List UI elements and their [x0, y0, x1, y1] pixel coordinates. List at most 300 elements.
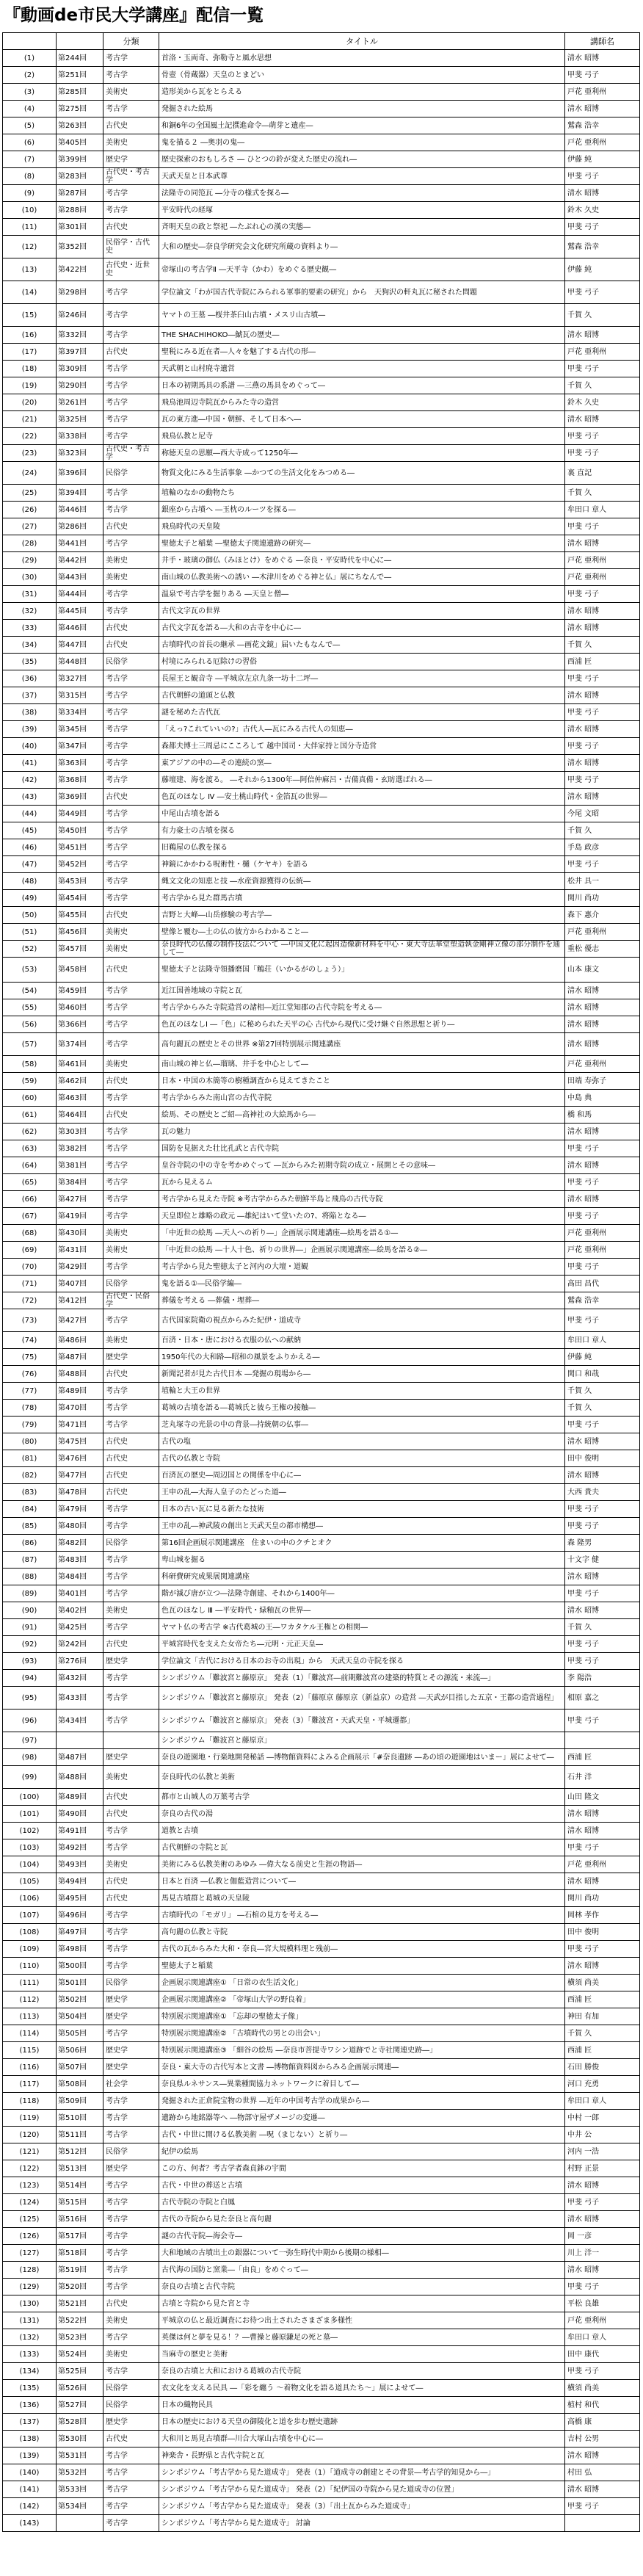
row-code: 第453回 — [57, 873, 103, 890]
row-lecturer: 清水 昭博 — [565, 2262, 640, 2279]
row-category: 美術史 — [103, 134, 159, 151]
row-category: 考古学 — [103, 806, 159, 822]
row-number: (5) — [3, 117, 57, 134]
table-row — [3, 552, 640, 569]
row-title: 大和の歴史―奈良学研究会文化研究所蔵の資料より― — [159, 236, 565, 258]
row-lecturer: 清水 昭博 — [565, 1157, 640, 1174]
row-category: 考古学 — [103, 428, 159, 445]
table-row — [3, 603, 640, 620]
table-row — [3, 2042, 640, 2059]
row-code: 第519回 — [57, 2262, 103, 2279]
row-lecturer: 山田 隆文 — [565, 1789, 640, 1806]
table-row — [3, 1991, 640, 2008]
row-title: 高句麗瓦の歴史とその世界 ※第27回特別展示関連講座 — [159, 1033, 565, 1056]
row-number: (23) — [3, 445, 57, 462]
row-code: 第488回 — [57, 1366, 103, 1383]
row-category: 民俗学 — [103, 2380, 159, 2397]
table-row — [3, 1636, 640, 1653]
row-title: 特別展示関連講座② 「古墳時代の男との出会い」 — [159, 2025, 565, 2042]
row-category: 考古学 — [103, 1140, 159, 1157]
row-code: 第475回 — [57, 1433, 103, 1450]
row-code: 第368回 — [57, 772, 103, 789]
row-number: (97) — [3, 1732, 57, 1749]
row-code: 第397回 — [57, 344, 103, 361]
row-number: (76) — [3, 1366, 57, 1383]
row-category: 考古学 — [103, 2481, 159, 2498]
row-number: (93) — [3, 1653, 57, 1670]
row-code: 第508回 — [57, 2076, 103, 2093]
row-number: (35) — [3, 654, 57, 670]
row-code: 第490回 — [57, 1806, 103, 1823]
row-category: 考古学 — [103, 1518, 159, 1535]
row-category: 歴史学 — [103, 1349, 159, 1366]
row-code: 第455回 — [57, 907, 103, 924]
table-row — [3, 2363, 640, 2380]
row-title: 科研費研究成果展関連講座 — [159, 1569, 565, 1585]
row-title: 芝丸塚寺の光景の中の背景―持統朝の仏事― — [159, 1417, 565, 1433]
table-row — [3, 941, 640, 958]
row-code: 第522回 — [57, 2312, 103, 2329]
row-category: 民俗学 — [103, 462, 159, 485]
row-lecturer — [565, 1732, 640, 1749]
row-code: 第476回 — [57, 1450, 103, 1467]
row-number: (68) — [3, 1225, 57, 1242]
table-row — [3, 50, 640, 67]
row-title: 歴史探索のおもしろさ ― ひとつの鈴が変えた歴史の流れ― — [159, 151, 565, 168]
row-category: 古代史・考古学 — [103, 168, 159, 185]
table-row — [3, 2008, 640, 2025]
row-title: 奈良の古墳と大和における葛城の古代寺院 — [159, 2363, 565, 2380]
row-code — [57, 1732, 103, 1749]
row-code: 第487回 — [57, 1349, 103, 1366]
row-lecturer: 千賀 久 — [565, 822, 640, 839]
row-category: 美術史 — [103, 2346, 159, 2363]
table-row — [3, 445, 640, 462]
row-category: 古代史 — [103, 1873, 159, 1890]
row-lecturer: 甲斐 弓子 — [565, 586, 640, 603]
row-title: 奈良の古代の湯 — [159, 1806, 565, 1823]
row-category: 考古学 — [103, 670, 159, 687]
row-lecturer: 十文字 健 — [565, 1552, 640, 1569]
table-row — [3, 999, 640, 1016]
row-category: 古代史 — [103, 518, 159, 535]
row-lecturer: 甲斐 弓子 — [565, 1941, 640, 1958]
row-lecturer: 千賀 久 — [565, 304, 640, 327]
table-row — [3, 1687, 640, 1710]
row-title: 日本の初期馬具の系譜 ―三燕の馬具をめぐって― — [159, 377, 565, 394]
row-lecturer: 甲斐 弓子 — [565, 518, 640, 535]
row-code: 第517回 — [57, 2228, 103, 2245]
row-category: 歴史学 — [103, 2059, 159, 2076]
row-code: 第498回 — [57, 1941, 103, 1958]
row-code: 第427回 — [57, 1191, 103, 1208]
row-lecturer: 戸花 亜利州 — [565, 1856, 640, 1873]
table-row — [3, 721, 640, 738]
row-code: 第275回 — [57, 101, 103, 117]
row-category: 考古学 — [103, 2515, 159, 2532]
row-code: 第534回 — [57, 2498, 103, 2515]
row-category: 美術史 — [103, 941, 159, 958]
row-code: 第446回 — [57, 620, 103, 637]
header-lecturer: 講師名 — [565, 33, 640, 50]
table-row — [3, 2498, 640, 2515]
table-row — [3, 924, 640, 941]
row-number: (24) — [3, 462, 57, 485]
row-title: 学位論文「古代における日本のお寺の出現」から 天武天皇の寺院を探る — [159, 1653, 565, 1670]
row-category: 考古学 — [103, 2245, 159, 2262]
row-title: 藤壇建、海を渡る。 ―それから1300年―阿倍仲麻呂・吉備真備・玄昉選ばれる― — [159, 772, 565, 789]
row-number: (123) — [3, 2177, 57, 2194]
row-number: (44) — [3, 806, 57, 822]
row-lecturer: 岡 一彦 — [565, 2228, 640, 2245]
row-code: 第492回 — [57, 1839, 103, 1856]
table-row — [3, 2110, 640, 2127]
row-category: 古代史 — [103, 1467, 159, 1484]
row-code: 第458回 — [57, 958, 103, 983]
row-title: 奈良の古墳と古代寺院 — [159, 2279, 565, 2295]
row-title: 百済瓦の歴史―周辺国との関係を中心に― — [159, 1467, 565, 1484]
row-lecturer: 河内 一浩 — [565, 2143, 640, 2160]
row-lecturer: 甲斐 弓子 — [565, 1710, 640, 1732]
row-code: 第374回 — [57, 1033, 103, 1056]
row-category: 古代史 — [103, 620, 159, 637]
table-row — [3, 2177, 640, 2194]
row-lecturer: 西浦 匠 — [565, 1991, 640, 2008]
row-category: 考古学 — [103, 687, 159, 704]
row-title: 天皇即位と雄略の政元 ―雄紀はいて堂いたの?、将陥となる― — [159, 1208, 565, 1225]
table-row — [3, 411, 640, 428]
row-category: 考古学 — [103, 2110, 159, 2127]
row-category: 考古学 — [103, 603, 159, 620]
table-row — [3, 2329, 640, 2346]
row-category: 古代史 — [103, 2431, 159, 2447]
row-code: 第511回 — [57, 2127, 103, 2143]
row-lecturer: 相原 嘉之 — [565, 1687, 640, 1710]
table-row — [3, 1789, 640, 1806]
row-code: 第459回 — [57, 983, 103, 999]
row-code: 第527回 — [57, 2397, 103, 2414]
row-title: 聖徳太子と稲葉 ―聖徳太子関連遺跡の研究― — [159, 535, 565, 552]
table-row — [3, 1873, 640, 1890]
row-title: 奈良時代の仏教と美術 — [159, 1766, 565, 1789]
row-title: 遺跡から地銘器等へ ―物部守屋ザメージの変遷― — [159, 2110, 565, 2127]
row-code: 第531回 — [57, 2447, 103, 2464]
row-title: 第16回企画展示関連講座 住まいの中のクチとオク — [159, 1535, 565, 1552]
row-lecturer: 千賀 久 — [565, 2025, 640, 2042]
row-code: 第514回 — [57, 2177, 103, 2194]
row-number: (99) — [3, 1766, 57, 1789]
row-number: (60) — [3, 1090, 57, 1107]
row-title: 南山城の仏教美術への誘い ―木津川をめぐる神と仏」展にちなんで― — [159, 569, 565, 586]
row-lecturer: 甲斐 弓子 — [565, 1309, 640, 1332]
row-lecturer: 高橋 康 — [565, 2414, 640, 2431]
row-lecturer: 甲斐 弓子 — [565, 1653, 640, 1670]
row-title: 謎を秘めた古代瓦 — [159, 704, 565, 721]
table-row — [3, 789, 640, 806]
table-row — [3, 151, 640, 168]
page-title: 『動画de市民大学講座』配信一覧 — [4, 6, 264, 25]
row-code: 第366回 — [57, 1016, 103, 1033]
row-title: 卑山城を掘る — [159, 1552, 565, 1569]
row-code: 第251回 — [57, 67, 103, 84]
row-title: THE SHACHIHOKO―鯱瓦の歴史― — [159, 327, 565, 344]
row-category: 考古学 — [103, 1124, 159, 1140]
row-title: 考古学からみた南山宮の古代寺院 — [159, 1090, 565, 1107]
row-category: 考古学 — [103, 377, 159, 394]
row-number: (6) — [3, 134, 57, 151]
row-title: 古代の瓦からみた大和・奈良―宮大規模料理と残前― — [159, 1941, 565, 1958]
row-title: 瓦から見えるム — [159, 1174, 565, 1191]
row-category: 民俗学 — [103, 1975, 159, 1991]
row-category: 考古学 — [103, 2498, 159, 2515]
row-number: (34) — [3, 637, 57, 654]
row-number: (18) — [3, 361, 57, 377]
table-row — [3, 738, 640, 755]
row-number: (113) — [3, 2008, 57, 2025]
row-title: 「えっ?これていいの?」古代人―瓦にみる古代人の知恵― — [159, 721, 565, 738]
table-row — [3, 1653, 640, 1670]
row-lecturer: 清水 昭博 — [565, 1433, 640, 1450]
row-number: (132) — [3, 2329, 57, 2346]
row-code: 第482回 — [57, 1535, 103, 1552]
row-category: 考古学 — [103, 1259, 159, 1276]
row-number: (94) — [3, 1670, 57, 1687]
row-title: 埴輪のなかの動物たち — [159, 485, 565, 502]
row-code: 第524回 — [57, 2346, 103, 2363]
row-number: (135) — [3, 2380, 57, 2397]
row-title: シンポジウム「考古学から見た道成寺」 発表（1）「道成寺の創建とその背景―考古学的知見から―」 — [159, 2464, 565, 2481]
row-lecturer: 甲斐 弓子 — [565, 2498, 640, 2515]
table-row — [3, 2245, 640, 2262]
table-row — [3, 428, 640, 445]
table-row — [3, 344, 640, 361]
row-lecturer: 森 隆男 — [565, 1535, 640, 1552]
row-title: 古代文字瓦の世界 — [159, 603, 565, 620]
row-number: (103) — [3, 1839, 57, 1856]
row-title: 王申の乱―神武陵の創出と天武天皇の都市構想― — [159, 1518, 565, 1535]
table-row — [3, 1242, 640, 1259]
row-category: 古代史 — [103, 1484, 159, 1501]
row-lecturer: 牟田口 章人 — [565, 2093, 640, 2110]
row-lecturer: 甲斐 弓子 — [565, 1501, 640, 1518]
row-number: (129) — [3, 2279, 57, 2295]
row-code: 第489回 — [57, 1383, 103, 1400]
row-number: (95) — [3, 1687, 57, 1710]
table-row — [3, 2143, 640, 2160]
row-lecturer: 甲斐 弓子 — [565, 772, 640, 789]
row-code: 第334回 — [57, 704, 103, 721]
row-title: 壁像と覆む―土の仏の彼方からわかること― — [159, 924, 565, 941]
table-row — [3, 1309, 640, 1332]
row-number: (136) — [3, 2397, 57, 2414]
row-lecturer: 戸花 亜利州 — [565, 2312, 640, 2329]
row-title: 馬見古墳群と葛城の天皇陵 — [159, 1890, 565, 1907]
table-row — [3, 1552, 640, 1569]
row-title: 古代朝鮮の寺院と瓦 — [159, 1839, 565, 1856]
row-lecturer: 清水 昭博 — [565, 755, 640, 772]
row-code: 第433回 — [57, 1687, 103, 1710]
row-category: 古代史 — [103, 1366, 159, 1383]
row-category: 古代史 — [103, 958, 159, 983]
row-category: 考古学 — [103, 2025, 159, 2042]
table-row — [3, 958, 640, 983]
row-category: 考古学 — [103, 2093, 159, 2110]
row-category: 歴史学 — [103, 2414, 159, 2431]
row-title: 造形美から瓦をとらえる — [159, 84, 565, 101]
row-code — [57, 2515, 103, 2532]
row-code: 第443回 — [57, 569, 103, 586]
row-code: 第445回 — [57, 603, 103, 620]
row-title: 大和川と馬見古墳群―川合大塚山古墳を中心に― — [159, 2431, 565, 2447]
row-code: 第480回 — [57, 1518, 103, 1535]
table-row — [3, 806, 640, 822]
row-number: (82) — [3, 1467, 57, 1484]
row-code: 第493回 — [57, 1856, 103, 1873]
table-row — [3, 535, 640, 552]
table-row — [3, 1924, 640, 1941]
row-code: 第507回 — [57, 2059, 103, 2076]
row-title: 皇谷寺院の中の寺を考かめぐって ―瓦からみた初期寺院の成立・展開とその意味― — [159, 1157, 565, 1174]
row-number: (137) — [3, 2414, 57, 2431]
row-number: (140) — [3, 2464, 57, 2481]
row-code: 第449回 — [57, 806, 103, 822]
row-code: 第394回 — [57, 485, 103, 502]
row-number: (142) — [3, 2498, 57, 2515]
row-number: (71) — [3, 1276, 57, 1292]
row-title: 日本と百済 ―仏教と伽藍造営について― — [159, 1873, 565, 1890]
row-number: (90) — [3, 1602, 57, 1619]
row-number: (28) — [3, 535, 57, 552]
row-lecturer: 甲斐 弓子 — [565, 1636, 640, 1653]
row-title: 色瓦のほなし Ⅲ ―平安時代・緑釉瓦の世界― — [159, 1602, 565, 1619]
row-category: 古代史・近世史 — [103, 258, 159, 281]
row-title: 英傑は何と夢を見る！？―曹操と藤原鎌足の死と墓― — [159, 2329, 565, 2346]
row-title: 骨壺（骨蔵器）天皇のとまどい — [159, 67, 565, 84]
row-lecturer: 清水 昭博 — [565, 2481, 640, 2498]
table-row — [3, 2211, 640, 2228]
row-code: 第479回 — [57, 1501, 103, 1518]
row-category: 考古学 — [103, 1174, 159, 1191]
row-code: 第283回 — [57, 168, 103, 185]
table-row — [3, 2228, 640, 2245]
table-row — [3, 67, 640, 84]
row-code: 第325回 — [57, 411, 103, 428]
table-row — [3, 1602, 640, 1619]
row-category: 考古学 — [103, 704, 159, 721]
row-lecturer: 西浦 匠 — [565, 654, 640, 670]
row-category: 考古学 — [103, 772, 159, 789]
row-code: 第488回 — [57, 1766, 103, 1789]
row-number: (108) — [3, 1924, 57, 1941]
row-title: 埴輪と大王の世界 — [159, 1383, 565, 1400]
row-code: 第303回 — [57, 1124, 103, 1140]
row-lecturer: 清水 昭博 — [565, 1823, 640, 1839]
row-number: (92) — [3, 1636, 57, 1653]
row-category: 考古学 — [103, 411, 159, 428]
row-category: 考古学 — [103, 281, 159, 304]
row-category: 考古学 — [103, 1157, 159, 1174]
row-lecturer: 石田 勝俊 — [565, 2059, 640, 2076]
table-row — [3, 2262, 640, 2279]
row-lecturer: 清水 昭博 — [565, 1191, 640, 1208]
row-lecturer: 村野 正景 — [565, 2160, 640, 2177]
table-row — [3, 2515, 640, 2532]
row-category: 美術史 — [103, 552, 159, 569]
row-lecturer: 清水 昭博 — [565, 687, 640, 704]
row-lecturer: 関川 尚功 — [565, 1890, 640, 1907]
row-category: 古代史 — [103, 1789, 159, 1806]
row-lecturer: 清水 昭博 — [565, 983, 640, 999]
row-category: 考古学 — [103, 2262, 159, 2279]
row-category: 美術史 — [103, 2312, 159, 2329]
row-category: 古代史 — [103, 344, 159, 361]
row-lecturer: 甲斐 弓子 — [565, 704, 640, 721]
row-category: 考古学 — [103, 1585, 159, 1602]
row-lecturer: 清水 昭博 — [565, 327, 640, 344]
row-title: ヤマトの王墓 ―桜井茶臼山古墳・メスリ山古墳― — [159, 304, 565, 327]
table-row — [3, 1710, 640, 1732]
row-title: 古代文字瓦を語る―大和の古寺を中心に― — [159, 620, 565, 637]
row-number: (32) — [3, 603, 57, 620]
row-title: 企画展示関連講座② 「帝塚山大学の野良着」 — [159, 1991, 565, 2008]
row-category: 考古学 — [103, 755, 159, 772]
table-row — [3, 1484, 640, 1501]
table-row — [3, 2312, 640, 2329]
row-lecturer: 横須 尚美 — [565, 2380, 640, 2397]
row-lecturer: 鈴木 久史 — [565, 394, 640, 411]
row-lecturer: 甲斐 弓子 — [565, 2363, 640, 2380]
row-number: (63) — [3, 1140, 57, 1157]
row-title: 帝塚山の考古学Ⅱ ―天平寺（かわ）をめぐる歴史観― — [159, 258, 565, 281]
row-number: (43) — [3, 789, 57, 806]
row-number: (38) — [3, 704, 57, 721]
row-category: 考古学 — [103, 873, 159, 890]
row-code: 第246回 — [57, 304, 103, 327]
row-title: 奈良時代の仏像の制作技法について ―中国文化に起因造像新材料を中心・東大寺法華堂塑造執金剛神立像の部分制作を通して― — [159, 941, 565, 958]
row-lecturer: 甲斐 弓子 — [565, 2279, 640, 2295]
table-row — [3, 755, 640, 772]
row-title: 古代寺院の寺院と白鳳 — [159, 2194, 565, 2211]
row-number: (19) — [3, 377, 57, 394]
row-lecturer: 鷲森 浩幸 — [565, 117, 640, 134]
row-code: 第347回 — [57, 738, 103, 755]
table-row — [3, 890, 640, 907]
row-number: (13) — [3, 258, 57, 281]
row-code: 第422回 — [57, 258, 103, 281]
row-title: 特別展示関連講座③ 「細谷の絵馬 ―奈良市菩提寺ワシン道跡でと寺社関連史跡―」 — [159, 2042, 565, 2059]
row-code: 第500回 — [57, 1958, 103, 1975]
row-title: 古墳時代の「モガリ」 ―石棺の見方を考える― — [159, 1907, 565, 1924]
row-number: (77) — [3, 1383, 57, 1400]
row-lecturer: 裏 直記 — [565, 462, 640, 485]
table-row — [3, 2380, 640, 2397]
row-number: (15) — [3, 304, 57, 327]
row-number: (127) — [3, 2245, 57, 2262]
row-lecturer: 大西 貴夫 — [565, 1484, 640, 1501]
row-title: 葬儀を考える ―葬儀・埋葬― — [159, 1292, 565, 1309]
row-number: (1) — [3, 50, 57, 67]
row-lecturer: 伊藤 純 — [565, 151, 640, 168]
row-title: 古墳時代の首長の継承 ―画花文鏡」届いたもなんで― — [159, 637, 565, 654]
row-lecturer: 甲斐 弓子 — [565, 2194, 640, 2211]
row-lecturer: 森下 惠介 — [565, 907, 640, 924]
table-row — [3, 1259, 640, 1276]
row-code: 第381回 — [57, 1157, 103, 1174]
row-number: (21) — [3, 411, 57, 428]
row-number: (2) — [3, 67, 57, 84]
row-category: 考古学 — [103, 999, 159, 1016]
row-category: 歴史学 — [103, 2008, 159, 2025]
